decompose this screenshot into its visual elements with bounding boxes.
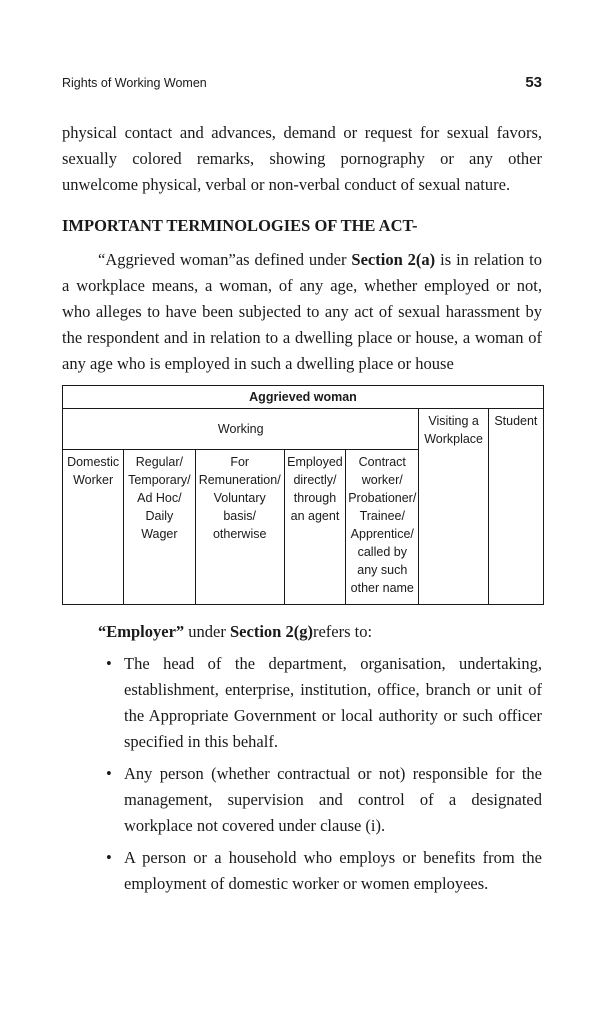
table-title: Aggrieved woman xyxy=(63,386,544,409)
table-cell-contract: Contract worker/ Probationer/ Trainee/ Apprentice/ called by any such other name xyxy=(346,450,419,605)
table-working-header: Working xyxy=(63,409,419,450)
aggrieved-definition xyxy=(62,247,542,377)
section-heading: IMPORTANT TERMINOLOGIES OF THE ACT- xyxy=(62,216,418,235)
employer-rest: refers to: xyxy=(312,622,373,641)
employer-definition xyxy=(62,619,542,645)
intro-paragraph: physical contact and advances, demand or request for sexual favors, sexually colored remarks, showing pornography or any other unwelcome physical, verbal or non-verbal conduct of sexual nature. xyxy=(62,123,542,194)
page-body xyxy=(62,120,542,903)
aggrieved-rest: is in relation to a workplace means, a woman, of any age, whether employed or not, who alleges to have been subjected to any act of sexual harassment by the respondent and in relation to a dwelling place or house, a woman of any age who is employed in such a dwelling place or house xyxy=(62,250,542,373)
table-cell-regular: Regular/ Temporary/ Ad Hoc/ Daily Wager xyxy=(124,450,195,605)
page-header xyxy=(62,74,542,91)
running-head: Rights of Working Women xyxy=(62,76,207,90)
list-item-text: A person or a household who employs or benefits from the employment of domestic worker or women employees. xyxy=(124,848,542,893)
table-visiting-header: Visiting a Workplace xyxy=(419,409,488,605)
bullet-icon: • xyxy=(106,764,112,783)
employer-term: “Employer” xyxy=(98,622,185,641)
bullet-icon: • xyxy=(106,848,112,867)
employer-bullet-list xyxy=(62,651,542,897)
list-item-text: Any person (whether contractual or not) responsible for the management, supervision and control of a designated workplace not covered under clause (i). xyxy=(124,764,542,835)
table-student-header: Student xyxy=(488,409,543,605)
page-number: 53 xyxy=(525,74,542,91)
aggrieved-term: “Aggrieved woman” xyxy=(98,250,236,269)
list-item xyxy=(62,845,542,897)
table-cell-remuneration: For Remuneration/ Voluntary basis/ otherwise xyxy=(195,450,284,605)
bullet-icon: • xyxy=(106,654,112,673)
aggrieved-section: Section 2(a) xyxy=(351,250,436,269)
table-cell-domestic: Domestic Worker xyxy=(63,450,124,605)
list-item xyxy=(62,761,542,839)
employer-section: Section 2(g) xyxy=(230,622,313,641)
table-cell-employed: Employed directly/ through an agent xyxy=(284,450,345,605)
list-item-text: The head of the department, organisation, undertaking, establishment, enterprise, institution, office, branch or unit of the Appropriate Government or local authority or such officer specified in this behalf. xyxy=(124,654,542,751)
employer-mid: under xyxy=(184,622,230,641)
aggrieved-lead: as defined under xyxy=(235,250,352,269)
aggrieved-woman-table xyxy=(62,385,544,605)
list-item xyxy=(62,651,542,755)
